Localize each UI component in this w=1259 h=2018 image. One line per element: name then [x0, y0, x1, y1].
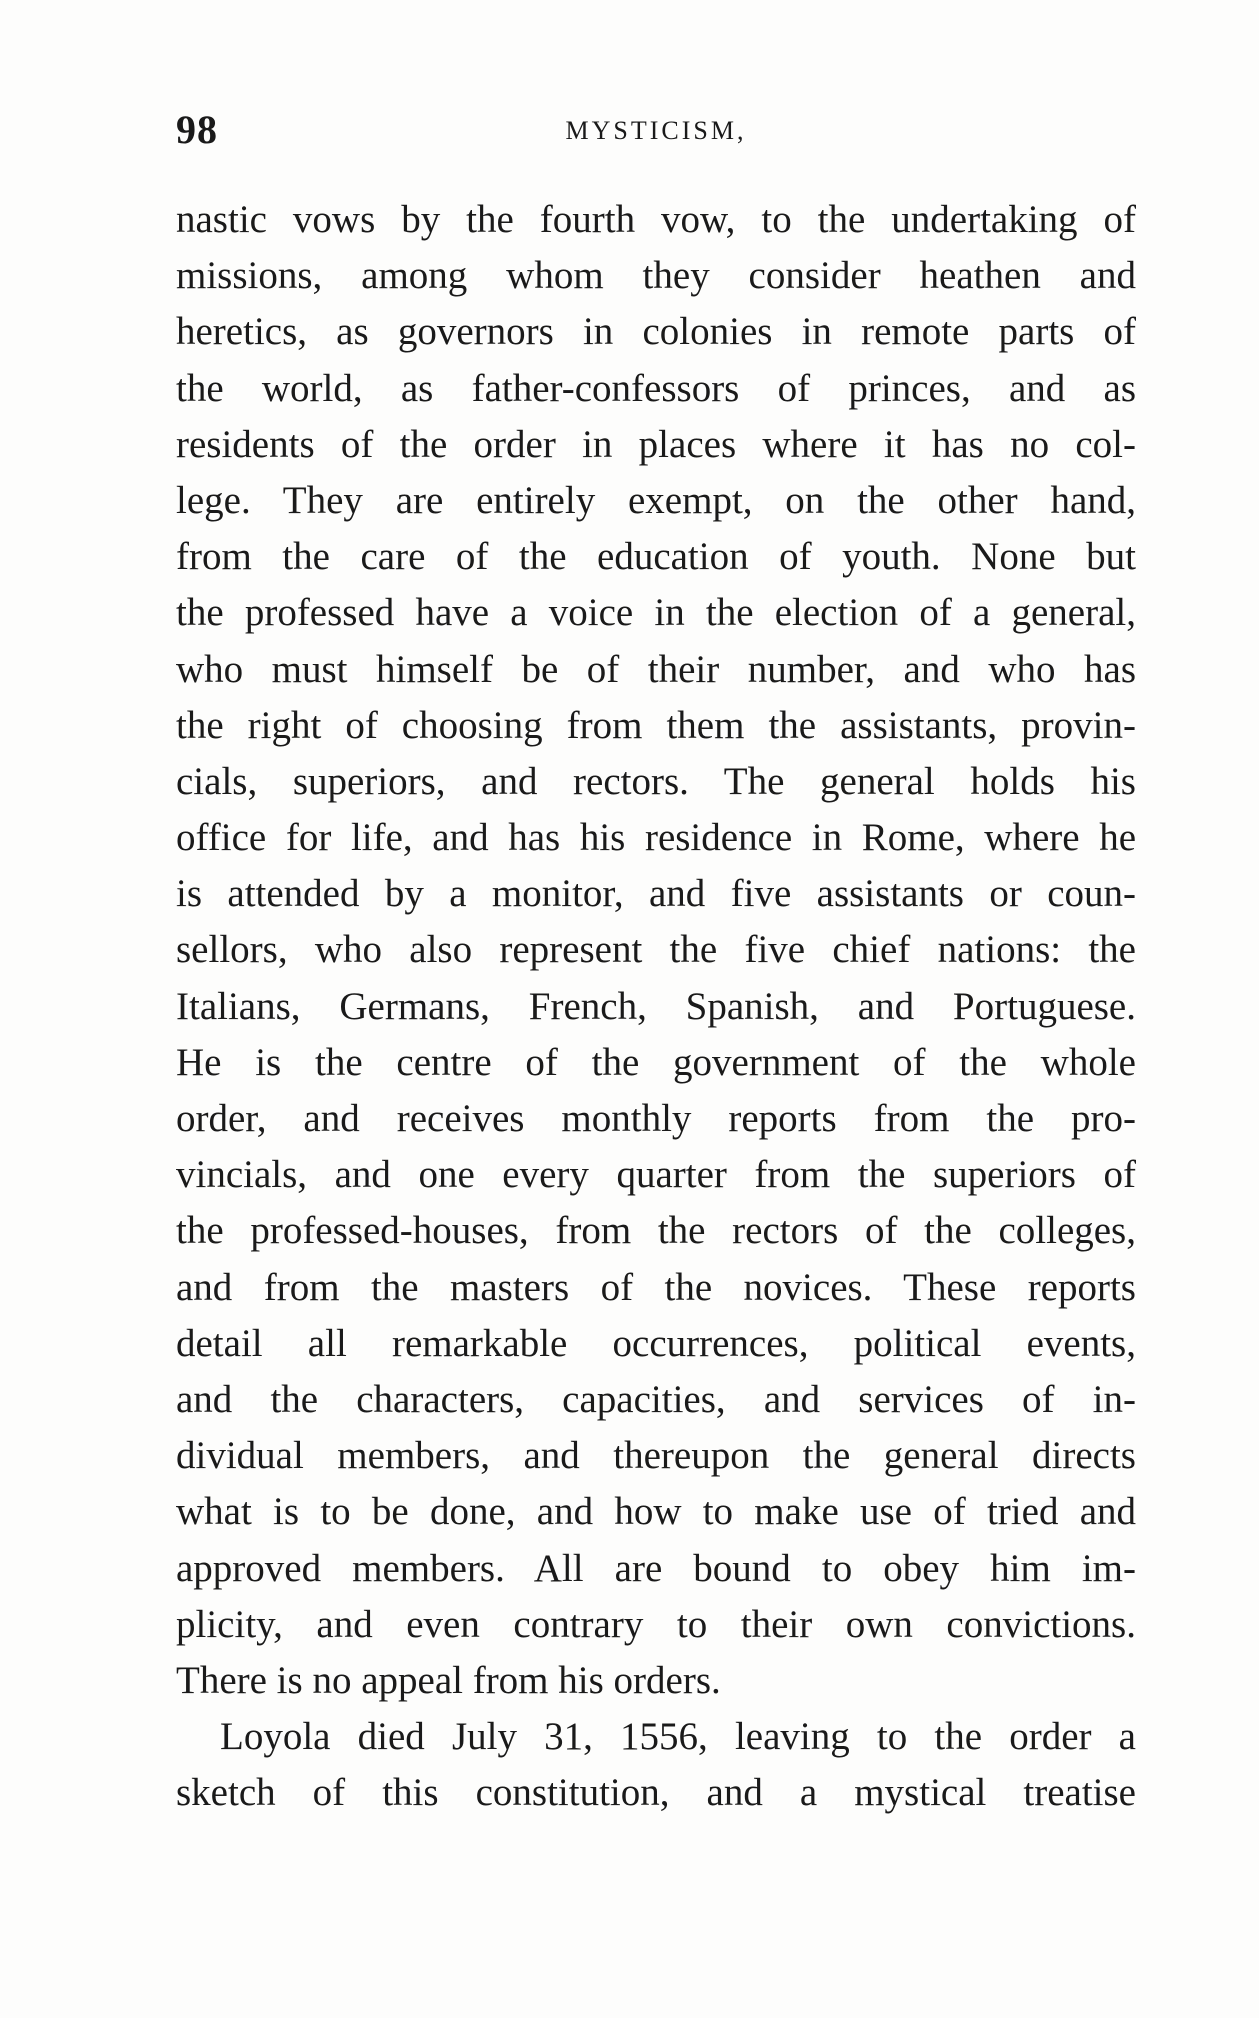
text-line: order, and receives monthly reports from the pro- — [176, 1097, 1136, 1140]
page-header — [176, 106, 1136, 156]
text-line: There is no appeal from his orders. — [176, 1658, 721, 1702]
text-line: approved members. All are bound to obey him im- — [176, 1546, 1136, 1590]
text-line: Loyola died July 31, 1556, leaving to the order a — [220, 1715, 1136, 1759]
text-line: the professed have a voice in the election of a general, — [176, 591, 1136, 635]
text-line: and from the masters of the novices. These reports — [176, 1265, 1136, 1309]
text-line: Italians, Germans, French, Spanish, and Portuguese. — [176, 984, 1136, 1028]
text-line: nastic vows by the fourth vow, to the undertaking of — [176, 198, 1136, 241]
text-line: the world, as father-confessors of princes, and as — [176, 366, 1136, 410]
text-line: what is to be done, and how to make use of tried and — [176, 1490, 1136, 1534]
text-line: cials, superiors, and rectors. The general holds his — [176, 759, 1136, 803]
text-line: detail all remarkable occurrences, political events, — [176, 1321, 1136, 1365]
text-line: who must himself be of their number, and who has — [176, 647, 1136, 691]
text-line: is attended by a monitor, and five assistants or coun- — [176, 872, 1136, 916]
text-line: lege. They are entirely exempt, on the other hand, — [176, 478, 1136, 522]
text-line: from the care of the education of youth. None but — [176, 535, 1136, 579]
text-line: sketch of this constitution, and a mystical treatise — [176, 1771, 1136, 1815]
text-line: office for life, and has his residence in Rome, where he — [176, 816, 1136, 860]
text-line: plicity, and even contrary to their own convictions. — [176, 1602, 1136, 1646]
running-head: MYSTICISM, — [565, 116, 747, 145]
text-line: missions, among whom they consider heathen and — [176, 254, 1136, 298]
text-line: dividual members, and thereupon the general directs — [176, 1434, 1136, 1478]
text-line: He is the centre of the government of the whole — [176, 1040, 1136, 1084]
page-number: 98 — [176, 107, 218, 152]
text-line: residents of the order in places where it has no col- — [176, 422, 1136, 466]
text-line: and the characters, capacities, and services of in- — [176, 1377, 1136, 1421]
text-line: the professed-houses, from the rectors of the colleges, — [176, 1209, 1136, 1253]
text-line: vincials, and one every quarter from the superiors of — [176, 1153, 1136, 1197]
body-text — [176, 192, 1136, 1821]
text-line: heretics, as governors in colonies in remote parts of — [176, 310, 1136, 354]
text-line: the right of choosing from them the assistants, provin- — [176, 703, 1136, 747]
text-line: sellors, who also represent the five chief nations: the — [176, 928, 1136, 972]
